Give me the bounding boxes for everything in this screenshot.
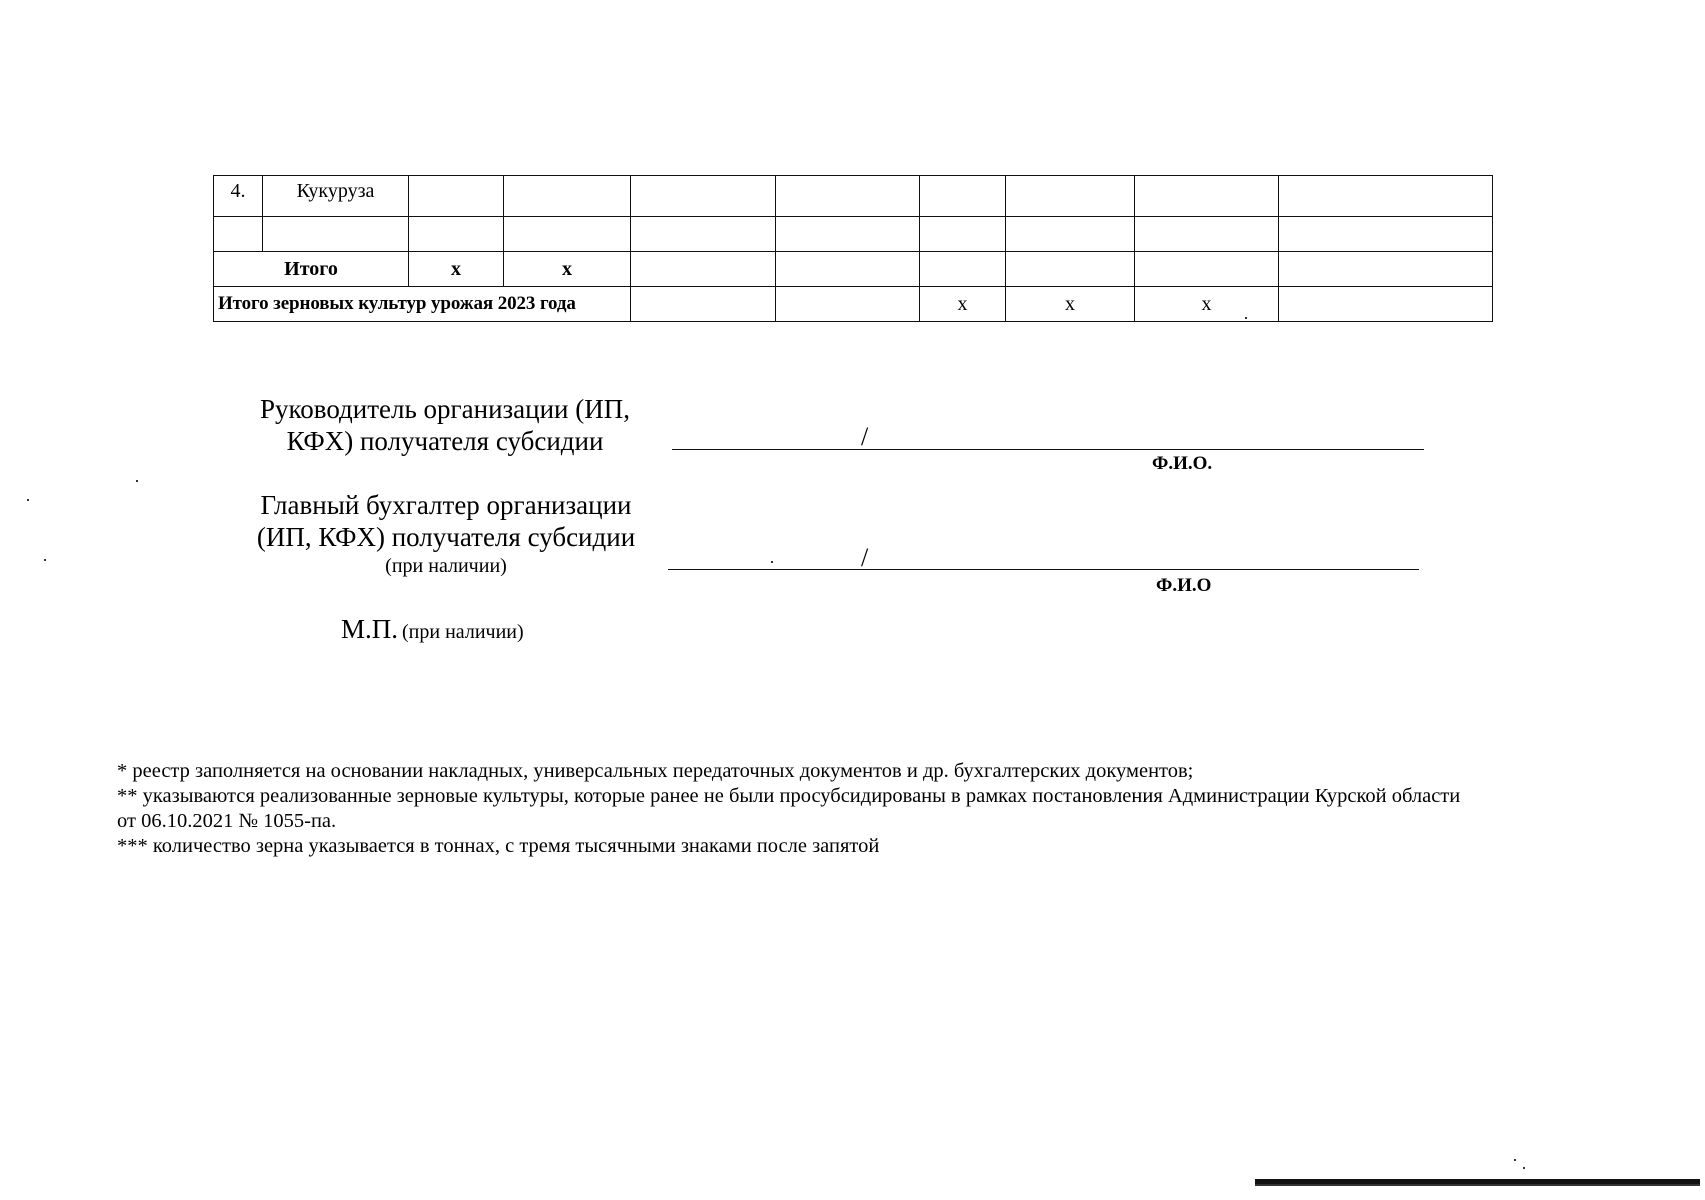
table-row-grand-total [214, 287, 1493, 322]
table-cell [631, 252, 776, 287]
accountant-signature-slash: / [861, 543, 869, 572]
footnotes [117, 759, 1617, 859]
table-cell [1135, 217, 1279, 252]
crop-name-cell: Кукуруза [263, 176, 409, 217]
stamp-note: (при наличии) [402, 621, 524, 643]
accountant-label-line1: Главный бухгалтер организации [260, 490, 632, 520]
row-number-cell: 4. [214, 176, 263, 217]
table-cell [631, 217, 776, 252]
scan-speck [1514, 1159, 1516, 1161]
grand-total-x-cell: х [1006, 287, 1135, 322]
table-cell [1279, 176, 1493, 217]
head-signature-slash: / [861, 422, 869, 451]
footnote-2-continued: от 06.10.2021 № 1055-па. [117, 810, 337, 832]
grand-total-x-cell: х [920, 287, 1006, 322]
table-cell [504, 176, 631, 217]
table-cell [920, 252, 1006, 287]
table-cell [776, 176, 920, 217]
table-cell [504, 217, 631, 252]
scan-speck [44, 559, 46, 561]
table-cell [776, 252, 920, 287]
footnote-3: *** количество зерна указывается в тоннах, с тремя тысячными знаками после запятой [117, 835, 880, 857]
footnote-1: * реестр заполняется на основании накладных, универсальных передаточных документов и др. бухгалтерских документов; [117, 760, 1194, 782]
table-cell [214, 217, 263, 252]
subtotal-x-cell: х [409, 252, 504, 287]
subtotal-x-cell: х [504, 252, 631, 287]
head-label-line1: Руководитель организации (ИП, [260, 394, 630, 424]
grand-total-label-cell: Итого зерновых культур урожая 2023 года [214, 287, 631, 322]
head-signature-label [240, 393, 650, 457]
table-cell [776, 287, 920, 322]
head-fio-caption: Ф.И.О. [1152, 453, 1213, 474]
accountant-availability-note: (при наличии) [385, 555, 507, 577]
scan-speck [136, 480, 138, 482]
stamp-place [341, 614, 524, 645]
scan-speck [1245, 317, 1247, 319]
accountant-label-line2: (ИП, КФХ) получателя субсидии [256, 522, 636, 552]
table-cell [920, 176, 1006, 217]
table-cell [409, 176, 504, 217]
table-cell [920, 217, 1006, 252]
table-cell [1279, 252, 1493, 287]
table-cell [631, 176, 776, 217]
table-cell [1006, 252, 1135, 287]
accountant-fio-caption: Ф.И.О [1156, 575, 1212, 596]
table-cell [409, 217, 504, 252]
table-row-empty [214, 217, 1493, 252]
scan-speck [27, 499, 29, 501]
table-cell [1279, 217, 1493, 252]
scan-edge-bar-shadow [1255, 1184, 1700, 1186]
subtotal-label-cell: Итого [214, 252, 409, 287]
grand-total-x-cell: х [1135, 287, 1279, 322]
scan-speck [771, 561, 773, 563]
stamp-label: М.П. [341, 614, 399, 644]
table-row-subtotal [214, 252, 1493, 287]
footnote-2: ** указываются реализованные зерновые культуры, которые ранее не были просубсидированы в рамках постановления Администрации Курской области [117, 785, 1461, 807]
grain-registry-table [213, 175, 1493, 322]
table-cell [1135, 252, 1279, 287]
accountant-signature-line [668, 569, 1419, 570]
table-cell [776, 217, 920, 252]
table-row-maize [214, 176, 1493, 217]
accountant-signature-label [236, 489, 656, 553]
table-cell [263, 217, 409, 252]
table-cell [1006, 217, 1135, 252]
head-label-line2: КФХ) получателя субсидии [286, 426, 604, 456]
table-cell [1279, 287, 1493, 322]
scan-speck [1523, 1167, 1525, 1169]
table-cell [1006, 176, 1135, 217]
table-cell [1135, 176, 1279, 217]
head-signature-line [672, 449, 1424, 450]
table-cell [631, 287, 776, 322]
